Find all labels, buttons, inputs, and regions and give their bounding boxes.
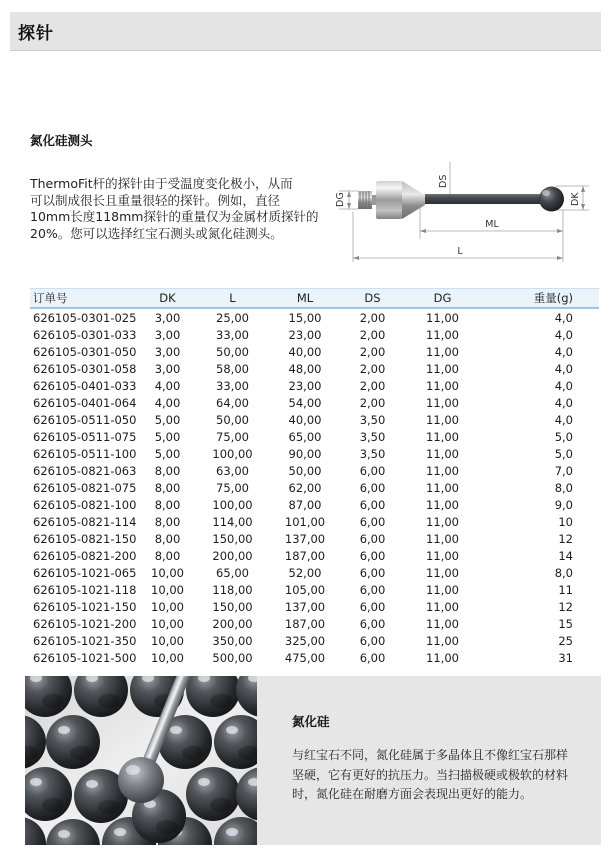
cell-l: 33,00	[216, 327, 249, 342]
cell-dk: 8,00	[154, 531, 181, 546]
cell-weight: 15	[558, 616, 573, 631]
cell-dk: 4,00	[154, 395, 181, 410]
cell-dk: 3,00	[154, 327, 181, 342]
cell-ds: 6,00	[359, 497, 386, 512]
cell-dg: 11,00	[426, 395, 459, 410]
cell-ml: 23,00	[288, 327, 322, 342]
col-header-ml: ML	[270, 289, 340, 309]
cell-ml: 52,00	[288, 565, 322, 580]
cell-l: 100,00	[212, 497, 253, 512]
cell-dg: 11,00	[426, 446, 459, 461]
table-header-row	[30, 289, 599, 309]
cell-ml: 40,00	[288, 412, 322, 427]
cell-l: 75,00	[216, 429, 249, 444]
cell-weight: 5,0	[554, 446, 573, 461]
cell-dg: 11,00	[426, 599, 459, 614]
cell-ds: 3,50	[359, 429, 386, 444]
cell-ds: 6,00	[359, 531, 386, 546]
cell-ml: 187,00	[284, 616, 326, 631]
cell-order-number: 626105-0821-063	[33, 463, 137, 478]
cell-weight: 4,0	[554, 361, 573, 376]
cell-weight: 4,0	[554, 344, 573, 359]
cell-l: 33,00	[216, 378, 249, 393]
cell-ml: 105,00	[284, 582, 326, 597]
cell-ds: 2,00	[359, 344, 386, 359]
cell-ml: 54,00	[288, 395, 322, 410]
cell-dg: 11,00	[426, 361, 459, 376]
cell-l: 75,00	[216, 480, 249, 495]
dim-label-dk: DK	[570, 192, 581, 206]
col-header-l: L	[195, 289, 270, 309]
probe-dimension-diagram	[335, 150, 605, 275]
cell-weight: 11	[558, 582, 573, 597]
cell-order-number: 626105-1021-500	[33, 650, 137, 665]
page-title: 探针	[18, 23, 54, 44]
cell-weight: 4,0	[554, 378, 573, 393]
info-paragraph	[292, 746, 587, 805]
table-row	[30, 326, 599, 343]
cell-order-number: 626105-1021-118	[33, 582, 137, 597]
cell-dk: 10,00	[151, 650, 184, 665]
info-heading: 氮化硅	[292, 714, 330, 729]
cell-dk: 8,00	[154, 480, 181, 495]
table-row	[30, 496, 599, 513]
cell-ds: 6,00	[359, 633, 386, 648]
cell-l: 50,00	[216, 412, 249, 427]
cell-l: 114,00	[212, 514, 253, 529]
cell-order-number: 626105-0301-025	[33, 310, 137, 325]
cell-ml: 62,00	[288, 480, 322, 495]
cell-order-number: 626105-0821-100	[33, 497, 137, 512]
cell-weight: 12	[558, 531, 573, 546]
dim-label-l: L	[457, 246, 463, 257]
cell-weight: 4,0	[554, 395, 573, 410]
cell-order-number: 626105-0821-114	[33, 514, 137, 529]
cell-dk: 3,00	[154, 310, 181, 325]
cell-dg: 11,00	[426, 463, 459, 478]
cell-l: 150,00	[212, 531, 253, 546]
cell-dg: 11,00	[426, 565, 459, 580]
cell-ds: 6,00	[359, 480, 386, 495]
cell-dk: 10,00	[151, 565, 184, 580]
cell-dk: 10,00	[151, 599, 184, 614]
cell-ml: 23,00	[288, 378, 322, 393]
cell-weight: 4,0	[554, 327, 573, 342]
cell-ml: 187,00	[284, 548, 326, 563]
cell-dk: 10,00	[151, 616, 184, 631]
info-line: 坚硬，它有更好的抗压力。当扫描极硬或极软的材料	[292, 767, 569, 782]
cell-weight: 14	[558, 548, 573, 563]
cell-ml: 137,00	[284, 599, 326, 614]
cell-ds: 6,00	[359, 650, 386, 665]
col-header-order-number: 订单号	[30, 289, 140, 309]
cell-dk: 5,00	[154, 429, 181, 444]
cell-ml: 90,00	[288, 446, 322, 461]
cell-l: 58,00	[216, 361, 249, 376]
cell-weight: 12	[558, 599, 573, 614]
table-row	[30, 411, 599, 428]
cell-ml: 87,00	[288, 497, 322, 512]
cell-ml: 50,00	[288, 463, 322, 478]
cell-ds: 2,00	[359, 395, 386, 410]
cell-dk: 10,00	[151, 582, 184, 597]
dim-label-ds: DS	[438, 174, 449, 188]
col-header-weight: 重量(g)	[480, 289, 599, 309]
cell-dg: 11,00	[426, 582, 459, 597]
cell-ml: 15,00	[288, 310, 322, 325]
cell-ml: 65,00	[288, 429, 322, 444]
cell-dg: 11,00	[426, 531, 459, 546]
cell-ds: 6,00	[359, 514, 386, 529]
cell-order-number: 626105-1021-065	[33, 565, 137, 580]
dim-label-dg: DG	[335, 192, 346, 207]
col-header-ds: DS	[340, 289, 405, 309]
cell-ds: 6,00	[359, 582, 386, 597]
cell-dk: 8,00	[154, 497, 181, 512]
cell-dk: 4,00	[154, 378, 181, 393]
cell-order-number: 626105-0401-064	[33, 395, 137, 410]
cell-order-number: 626105-0821-075	[33, 480, 137, 495]
cell-order-number: 626105-0821-150	[33, 531, 137, 546]
probe-illustration	[358, 181, 564, 219]
cell-l: 200,00	[212, 548, 253, 563]
cell-ml: 325,00	[284, 633, 326, 648]
cell-dg: 11,00	[426, 480, 459, 495]
cell-dk: 3,00	[154, 344, 181, 359]
col-header-dk: DK	[140, 289, 195, 309]
cell-dg: 11,00	[426, 344, 459, 359]
cell-l: 500,00	[212, 650, 253, 665]
cell-order-number: 626105-0511-050	[33, 412, 137, 427]
silicon-nitride-balls-photo	[25, 676, 257, 845]
table-row	[30, 360, 599, 377]
intro-line: 20%。您可以选择红宝石测头或氮化硅测头。	[30, 225, 283, 241]
cell-ds: 6,00	[359, 599, 386, 614]
cell-l: 118,00	[212, 582, 253, 597]
cell-dg: 11,00	[426, 429, 459, 444]
cell-dk: 5,00	[154, 446, 181, 461]
cell-order-number: 626105-0511-075	[33, 429, 137, 444]
table-row	[30, 428, 599, 445]
cell-weight: 25	[558, 633, 573, 648]
cell-weight: 9,0	[554, 497, 573, 512]
cell-ds: 2,00	[359, 378, 386, 393]
table-row	[30, 547, 599, 564]
cell-order-number: 626105-0511-100	[33, 446, 137, 461]
intro-line: 可以制成很长且重量很轻的探针。例如，直径	[30, 192, 281, 208]
cell-l: 50,00	[216, 344, 249, 359]
table-row	[30, 581, 599, 598]
col-header-dg: DG	[405, 289, 480, 309]
cell-order-number: 626105-1021-150	[33, 599, 137, 614]
cell-l: 200,00	[212, 616, 253, 631]
table-row	[30, 632, 599, 649]
cell-order-number: 626105-0821-200	[33, 548, 137, 563]
intro-paragraph	[30, 176, 350, 242]
cell-ds: 6,00	[359, 548, 386, 563]
table-row	[30, 462, 599, 479]
cell-dg: 11,00	[426, 497, 459, 512]
cell-l: 63,00	[216, 463, 249, 478]
cell-l: 25,00	[216, 310, 249, 325]
table-row	[30, 343, 599, 360]
cell-dk: 5,00	[154, 412, 181, 427]
cell-dg: 11,00	[426, 650, 459, 665]
table-row	[30, 615, 599, 632]
probe-table-body	[30, 308, 599, 666]
cell-dk: 10,00	[151, 633, 184, 648]
cell-dg: 11,00	[426, 378, 459, 393]
cell-dg: 11,00	[426, 327, 459, 342]
table-row	[30, 377, 599, 394]
section-heading: 氮化硅测头	[30, 133, 93, 148]
cell-ds: 2,00	[359, 361, 386, 376]
cell-order-number: 626105-0301-050	[33, 344, 137, 359]
cell-dg: 11,00	[426, 616, 459, 631]
cell-l: 150,00	[212, 599, 253, 614]
table-row	[30, 530, 599, 547]
cell-ml: 48,00	[288, 361, 322, 376]
cell-l: 350,00	[212, 633, 253, 648]
cell-ml: 40,00	[288, 344, 322, 359]
intro-line: ThermoFit杆的探针由于受温度变化极小，从而	[30, 176, 293, 191]
cell-order-number: 626105-1021-350	[33, 633, 137, 648]
table-row	[30, 308, 599, 326]
cell-weight: 4,0	[554, 310, 573, 325]
cell-ml: 137,00	[284, 531, 326, 546]
cell-dg: 11,00	[426, 548, 459, 563]
cell-dg: 11,00	[426, 633, 459, 648]
table-row	[30, 649, 599, 666]
table-row	[30, 564, 599, 581]
cell-weight: 10	[558, 514, 573, 529]
cell-ml: 475,00	[284, 650, 326, 665]
probe-spec-table	[30, 288, 599, 666]
cell-dk: 8,00	[154, 463, 181, 478]
cell-l: 64,00	[216, 395, 249, 410]
table-row	[30, 394, 599, 411]
cell-dg: 11,00	[426, 514, 459, 529]
cell-dk: 3,00	[154, 361, 181, 376]
cell-l: 65,00	[216, 565, 249, 580]
table-row	[30, 598, 599, 615]
cell-ds: 6,00	[359, 463, 386, 478]
cell-weight: 8,0	[554, 565, 573, 580]
cell-ds: 3,50	[359, 446, 386, 461]
table-row	[30, 513, 599, 530]
cell-order-number: 626105-0301-058	[33, 361, 137, 376]
table-row	[30, 445, 599, 462]
info-panel	[257, 676, 601, 845]
cell-weight: 8,0	[554, 480, 573, 495]
cell-weight: 5,0	[554, 429, 573, 444]
cell-order-number: 626105-0401-033	[33, 378, 137, 393]
intro-line: 10mm长度118mm探针的重量仅为金属材质探针的	[30, 209, 319, 224]
cell-ds: 6,00	[359, 616, 386, 631]
cell-l: 100,00	[212, 446, 253, 461]
table-row	[30, 479, 599, 496]
cell-dk: 8,00	[154, 514, 181, 529]
page-title-bar	[10, 12, 601, 51]
cell-weight: 4,0	[554, 412, 573, 427]
cell-ds: 2,00	[359, 310, 386, 325]
info-line: 时，氮化硅在耐磨方面会表现出更好的能力。	[292, 787, 533, 801]
dim-label-ml: ML	[485, 219, 499, 230]
cell-dg: 11,00	[426, 412, 459, 427]
cell-ds: 3,50	[359, 412, 386, 427]
cell-order-number: 626105-1021-200	[33, 616, 137, 631]
info-line: 与红宝石不同，氮化硅属于多晶体且不像红宝石那样	[292, 748, 569, 762]
cell-ds: 6,00	[359, 565, 386, 580]
cell-dk: 8,00	[154, 548, 181, 563]
cell-ml: 101,00	[284, 514, 326, 529]
cell-dg: 11,00	[426, 310, 459, 325]
cell-ds: 2,00	[359, 327, 386, 342]
cell-weight: 7,0	[554, 463, 573, 478]
cell-weight: 31	[558, 650, 573, 665]
cell-order-number: 626105-0301-033	[33, 327, 137, 342]
